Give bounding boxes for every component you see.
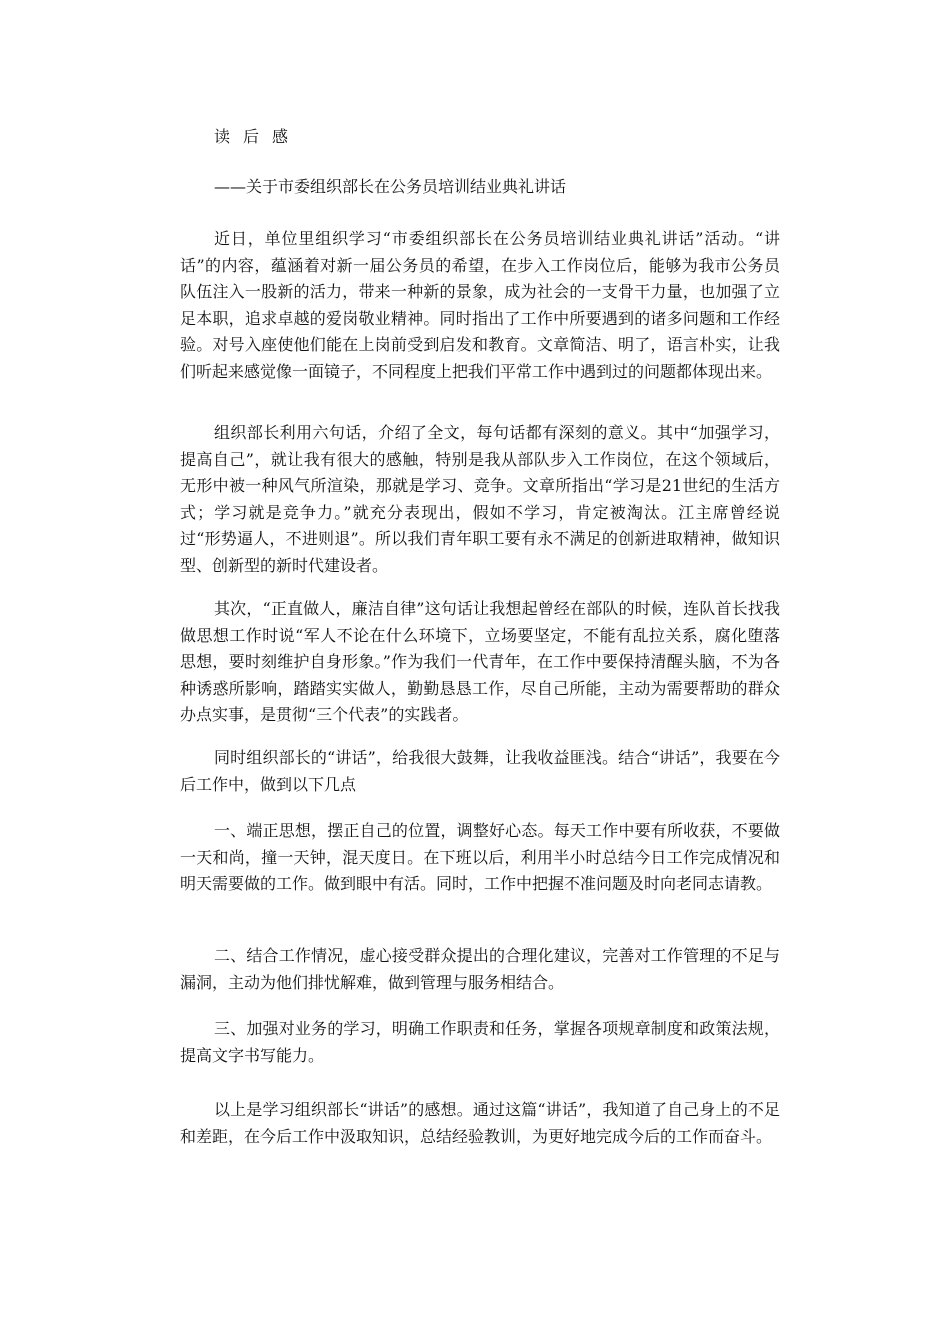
document-subtitle: ——关于市委组织部长在公务员培训结业典礼讲话 [214, 177, 567, 196]
paragraph-point-three: 三、加强对业务的学习，明确工作职责和任务，掌握各项规章制度和政策法规，提高文字书写能力。 [180, 1019, 780, 1065]
paragraph-point-two: 二、结合工作情况，虚心接受群众提出的合理化建议，完善对工作管理的不足与漏洞，主动为他们排忧解难，做到管理与服务相结合。 [180, 946, 780, 992]
paragraph-integrity: 其次，“正直做人，廉洁自律”这句话让我想起曾经在部队的时候，连队首长找我做思想工作时说“军人不论在什么环境下，立场要坚定，不能有乱拉关系，腐化堕落思想，要时刻维护自身形象。”作为我们一代青年，在工作中要保持清醒头脑，不为各种诱惑所影响，踏踏实实做人，勤勤恳恳工作，尽自己所能，主动为需要帮助的群众办点实事，是贯彻“三个代表”的实践者。 [180, 599, 780, 724]
paragraph-intro: 近日，单位里组织学习“市委组织部长在公务员培训结业典礼讲话”活动。“讲话”的内容，蕴涵着对新一届公务员的希望，在步入工作岗位后，能够为我市公务员队伍注入一股新的活力，带来一种新的景象，成为社会的一支骨干力量，也加强了立足本职，追求卓越的爱岗敬业精神。同时指出了工作中所要遇到的诸多问题和工作经验。对号入座使他们能在上岗前受到启发和教育。文章简洁、明了，语言朴实，让我们听起来感觉像一面镜子，不同程度上把我们平常工作中遇到过的问题都体现出来。 [180, 229, 780, 381]
document-title: 读后感 [214, 127, 302, 146]
paragraph-encouragement: 同时组织部长的“讲话”，给我很大鼓舞，让我收益匪浅。结合“讲话”，我要在今后工作中，做到以下几点 [180, 748, 780, 794]
paragraph-learning: 组织部长利用六句话，介绍了全文，每句话都有深刻的意义。其中“加强学习，提高自己”，就让我有很大的感触，特别是我从部队步入工作岗位，在这个领域后，无形中被一种风气所渲染，那就是学习、竞争。文章所指出“学习是21世纪的生活方式；学习就是竞争力。”就充分表现出，假如不学习，肯定被淘汰。江主席曾经说过“形势逼人，不进则退”。所以我们青年职工要有永不满足的创新进取精神，做知识型、创新型的新时代建设者。 [180, 423, 780, 575]
paragraph-point-one: 一、端正思想，摆正自己的位置，调整好心态。每天工作中要有所收获，不要做一天和尚，撞一天钟，混天度日。在下班以后，利用半小时总结今日工作完成情况和明天需要做的工作。做到眼中有活。同时，工作中把握不准问题及时向老同志请教。 [180, 821, 780, 893]
paragraph-conclusion: 以上是学习组织部长“讲话”的感想。通过这篇“讲话”，我知道了自己身上的不足和差距，在今后工作中汲取知识，总结经验教训，为更好地完成今后的工作而奋斗。 [180, 1100, 780, 1146]
